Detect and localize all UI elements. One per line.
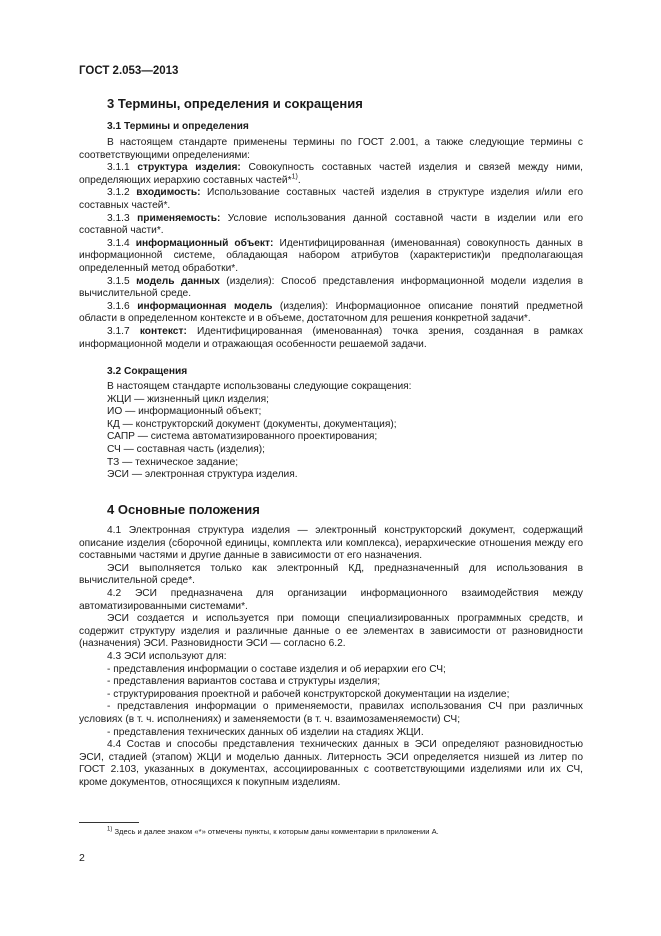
section-3-1-body (79, 137, 583, 351)
term-3-1-4: 3.1.4 информационный объект: Идентифицированная (именованная) совокупность данных в информационной системе, обладающая набором атрибутов (характеристик)и предполагающая определенный метод обработки*. (79, 237, 583, 274)
para-4-2-b: ЭСИ создается и используется при помощи специализированных программных средств, и содержит структуру изделия и различные данные о ее элементах в зависимости от разновидности (назначения) ЭСИ. Разновидности ЭСИ — согласно 6.2. (79, 613, 583, 650)
standard-header: ГОСТ 2.053—2013 (79, 65, 179, 77)
subsection-3-2-title: 3.2 Сокращения (107, 366, 188, 377)
term-3-1-3: 3.1.3 применяемость: Условие использования данной составной части в изделии или его составной части*. (79, 212, 583, 237)
section-3-title: 3 Термины, определения и сокращения (107, 96, 363, 111)
list-item: - структурирования проектной и рабочей конструкторской документации на изделие; (107, 688, 510, 700)
page-number: 2 (79, 852, 85, 864)
list-item: - представления технических данных об изделии на стадиях ЖЦИ. (107, 726, 424, 738)
term-3-1-6: 3.1.6 информационная модель (изделия): Информационное описание понятий предметной области в определенном контексте и в объеме, достаточном для решения конкретной задачи*. (79, 300, 583, 325)
abbr-item: ЭСИ — электронная структура изделия. (107, 469, 298, 481)
para-4-3: 4.3 ЭСИ используют для: (107, 650, 227, 662)
para-4-1: 4.1 Электронная структура изделия — электронный конструкторский документ, содержащий описание изделия (сборочной единицы, комплекта или комплекса), иерархические отношения между его составными частями и другие данные в зависимости от его назначения. (79, 525, 583, 562)
abbr-item: ИО — информационный объект; (107, 406, 262, 418)
list-item: - представления информации о применяемости, правилах использования СЧ при различных условиях (в т. ч. исполнениях) и заменяемости (в т. ч. взаимозаменяемости) СЧ; (79, 701, 583, 725)
footnote: $^{1)}$ Здесь и далее знаком «*» отмечены пункты, к которым даны комментарии в приложении А. (107, 826, 439, 836)
abbr-item: ТЗ — техническое задание; (107, 456, 239, 468)
term-3-1-5: 3.1.5 модель данных (изделия): Способ представления информационной модели изделия в вычислительной среде. (79, 275, 583, 300)
section-4-title: 4 Основные положения (107, 502, 260, 517)
term-3-1-1: 3.1.1 структура изделия: Совокупность составных частей изделия и связей между ними, определяющих иерархию составных частей*$^{1)}$. (79, 162, 583, 186)
para-4-1-b: ЭСИ выполняется только как электронный КД, предназначенный для использования в вычислительной среде*. (79, 562, 583, 587)
para-4-4: 4.4 Состав и способы представления технических данных в ЭСИ определяют разновидностью ЭСИ, стадией (этапом) ЖЦИ и моделью данных. Литерность ЭСИ определяется низшей из литер по ГОСТ 2.103, указанных в документах, ассоциированных с соответствующими изделиями или их СЧ, кроме документов, относящихся к покупным изделиям. (79, 739, 583, 788)
abbr-item: САПР — система автоматизированного проектирования; (107, 431, 378, 443)
abbreviations-list (79, 381, 583, 482)
para-4-2: 4.2 ЭСИ предназначена для организации информационного взаимодействия между автоматизированными системами*. (79, 587, 583, 612)
abbr-item: КД — конструкторский документ (документы, документация); (107, 418, 397, 430)
abbr-item: СЧ — составная часть (изделия); (107, 443, 265, 455)
list-item: - представления информации о составе изделия и об иерархии его СЧ; (107, 663, 446, 675)
terms-intro: В настоящем стандарте применены термины по ГОСТ 2.001, а также следующие термины с соответствующими определениями: (79, 137, 583, 161)
list-item: - представления вариантов состава и структуры изделия; (107, 676, 381, 688)
abbr-item: ЖЦИ — жизненный цикл изделия; (107, 393, 269, 405)
term-3-1-7: 3.1.7 контекст: Идентифицированная (именованная) точка зрения, созданная в рамках информационной модели и отражающая особенности решаемой задачи. (79, 325, 583, 350)
footnote-separator (79, 822, 139, 823)
term-3-1-2: 3.1.2 входимость: Использование составных частей изделия в структуре изделия и/или его составных частей*. (79, 187, 583, 211)
section-4-body (79, 525, 583, 789)
subsection-3-1-title: 3.1 Термины и определения (107, 121, 249, 132)
abbr-intro: В настоящем стандарте использованы следующие сокращения: (107, 381, 412, 392)
